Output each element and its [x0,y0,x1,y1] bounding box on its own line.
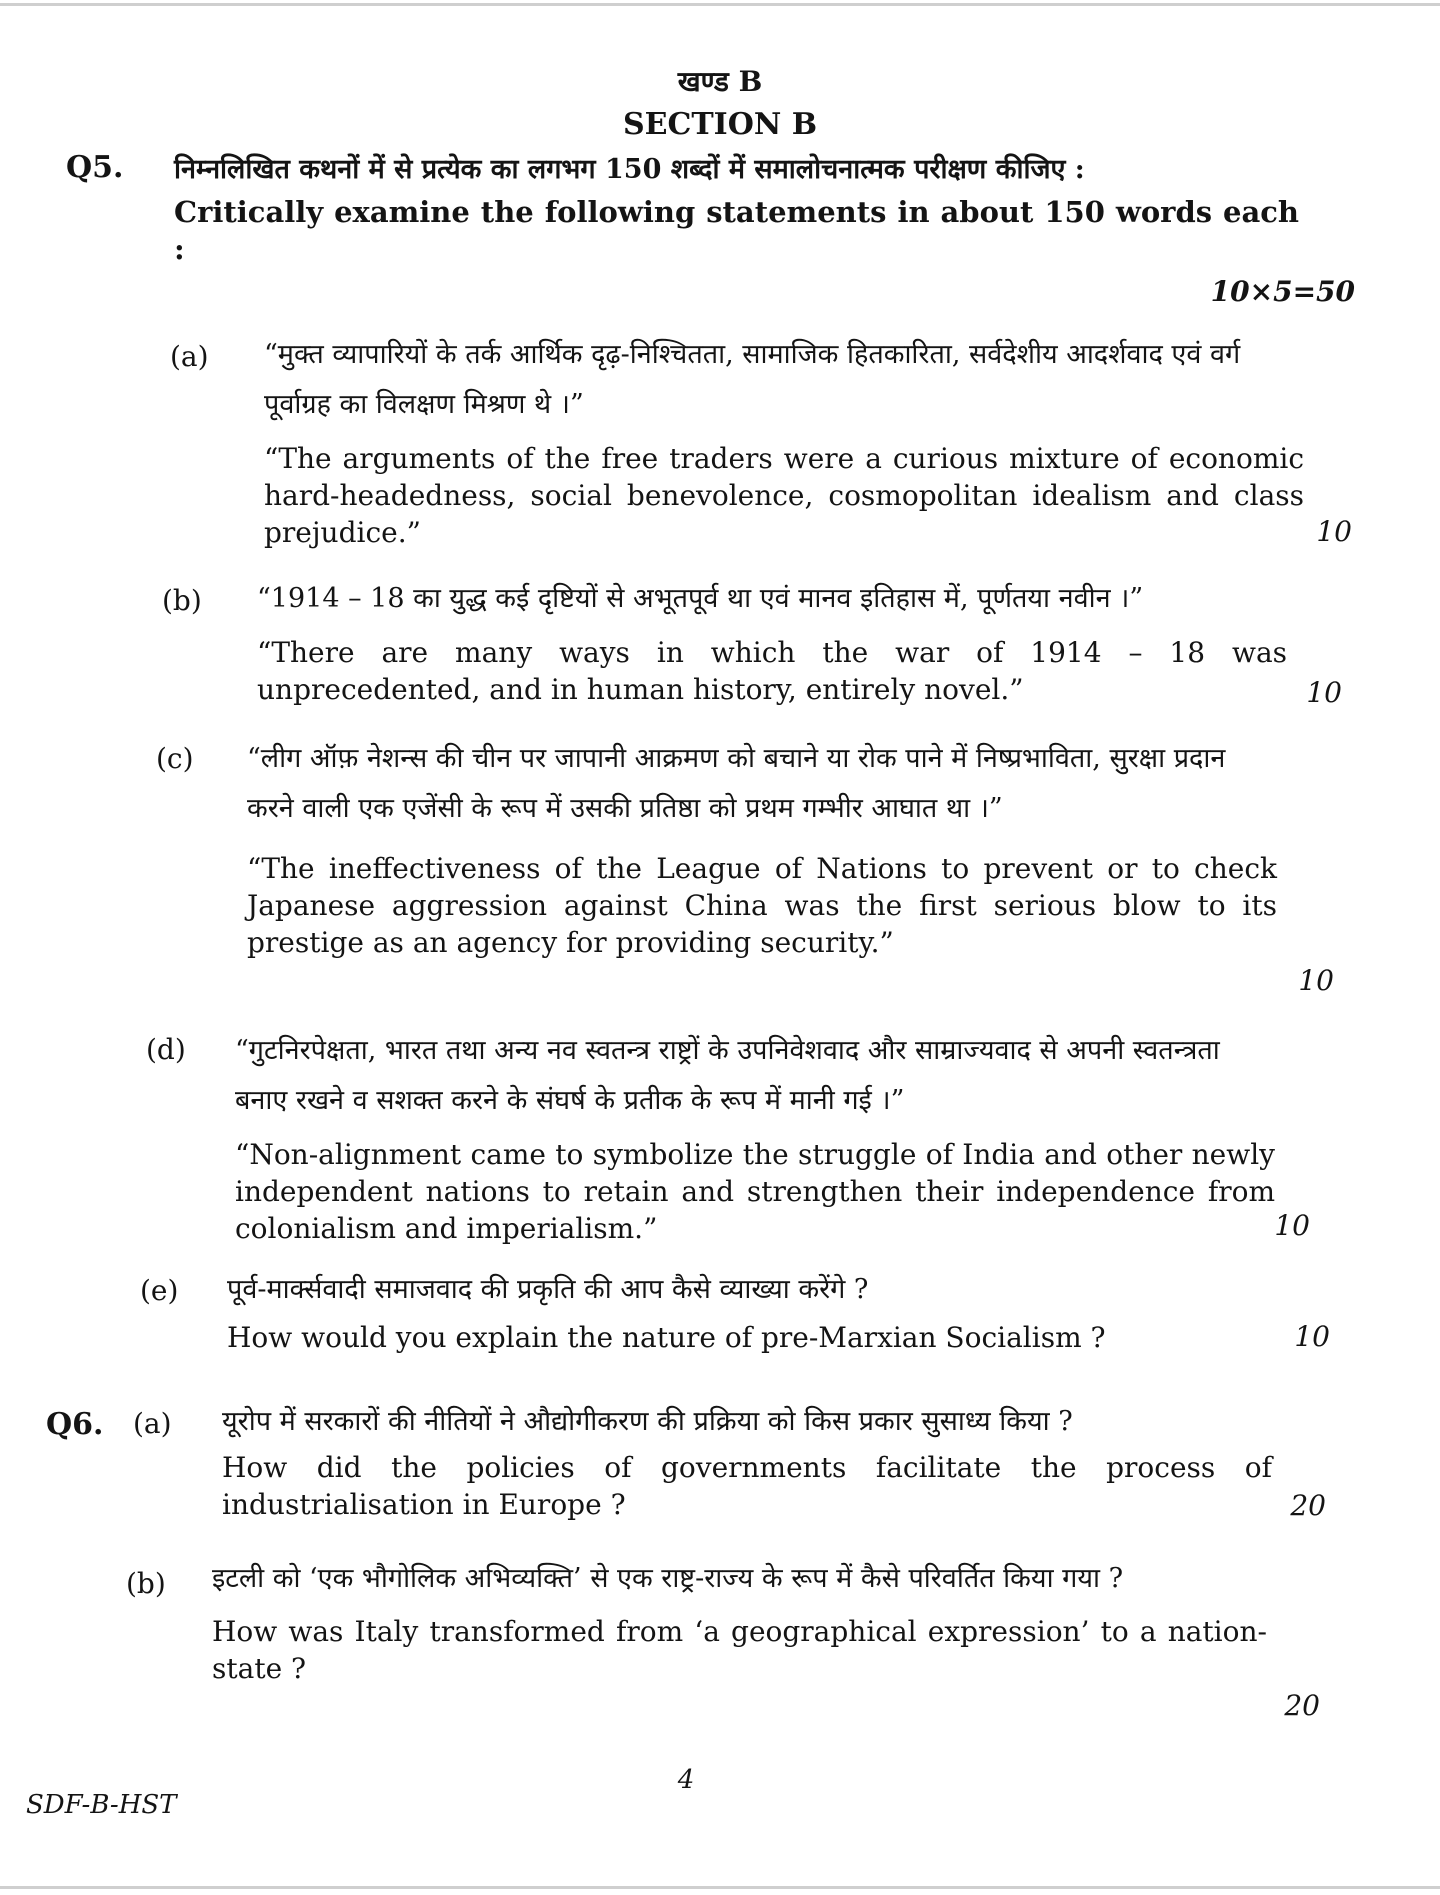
q6b-block [212,1551,1267,1687]
q6a-block [222,1397,1272,1523]
q5d-label: (d) [146,1033,186,1066]
top-border-line [0,3,1440,6]
page-number: 4 [677,1765,695,1795]
q5c-marks: 10 [1298,964,1334,997]
q5b-marks: 10 [1306,676,1342,709]
q5a-hindi: “मुक्त व्यापारियों के तर्क आर्थिक दृढ़-निश्चितता, सामाजिक हितकारिता, सर्वदेशीय आदर्शवाद एवं वर्ग पूर्वाग्रह का विलक्षण मिश्रण थे ।” [264,339,1241,420]
q5-instruction-hindi: निम्नलिखित कथनों में से प्रत्येक का लगभग 150 शब्दों में समालोचनात्मक परीक्षण कीजिए : [174,154,1085,185]
q5c-label: (c) [156,742,194,775]
q6b-hindi: इटली को ‘एक भौगोलिक अभिव्यक्ति’ से एक राष्ट्र-राज्य के रूप में कैसे परिवर्तित किया गया ? [212,1563,1124,1594]
q5-total-marks: 10×5=50 [1210,275,1355,308]
q6b-marks: 20 [1284,1689,1320,1722]
paper-code: SDF-B-HST [26,1790,177,1820]
q5c-english: “The ineffectiveness of the League of Nations to prevent or to check Japanese aggression against China was the first serious blow to its prestige as an agency for providing security.” [247,852,1277,959]
q5e-marks: 10 [1294,1320,1330,1353]
q6a-marks: 20 [1290,1489,1326,1522]
q5b-hindi: “1914 – 18 का युद्ध कई दृष्टियों से अभूतपूर्व था एवं मानव इतिहास में, पूर्णतया नवीन ।” [257,583,1144,614]
bottom-border-line [0,1886,1440,1889]
q5c-block [247,734,1277,961]
q5d-marks: 10 [1274,1209,1310,1242]
section-title-english: SECTION B [622,107,818,142]
q5b-label: (b) [162,584,202,617]
q5d-hindi: “गुटनिरपेक्षता, भारत तथा अन्य नव स्वतन्त्र राष्ट्रों के उपनिवेशवाद और साम्राज्यवाद से अपनी स्वतन्त्रता बनाए रखने व सशक्त करने के संघर्ष के प्रतीक के रूप में मानी गई ।” [235,1035,1220,1116]
q5a-marks: 10 [1316,515,1352,548]
section-title-hindi: खण्ड B [677,65,763,98]
q5b-block [257,574,1287,708]
q5c-hindi: “लीग ऑफ़ नेशन्स की चीन पर जापानी आक्रमण को बचाने या रोक पाने में निष्प्रभाविता, सुरक्षा प्रदान करने वाली एक एजेंसी के रूप में उसकी प्रतिष्ठा को प्रथम गम्भीर आघात था ।” [247,743,1226,824]
q5d-english: “Non-alignment came to symbolize the struggle of India and other newly independent nations to retain and strengthen their independence from colonialism and imperialism.” [235,1138,1275,1245]
q5b-english: “There are many ways in which the war of 1914 – 18 was unprecedented, and in human history, entirely novel.” [257,636,1287,706]
q6a-english: How did the policies of governments facilitate the process of industrialisation in Europe ? [222,1451,1272,1521]
q5e-english: How would you explain the nature of pre-Marxian Socialism ? [227,1321,1106,1354]
q5e-hindi: पूर्व-मार्क्सवादी समाजवाद की प्रकृति की आप कैसे व्याख्या करेंगे ? [227,1274,869,1305]
q5a-label: (a) [170,340,209,373]
q5d-block [235,1026,1275,1247]
q6a-hindi: यूरोप में सरकारों की नीतियों ने औद्योगीकरण की प्रक्रिया को किस प्रकार सुसाध्य किया ? [222,1406,1073,1437]
q6b-label: (b) [126,1567,166,1600]
q5-number: Q5. [66,150,124,185]
q5e-block [227,1265,1257,1356]
q5e-label: (e) [140,1274,179,1307]
q5-instruction-english-block [174,194,1299,268]
q6b-english: How was Italy transformed from ‘a geographical expression’ to a nation-state ? [212,1615,1267,1685]
q5-instruction-english: Critically examine the following statements in about 150 words each : [174,195,1299,266]
q6-number: Q6. [46,1407,104,1442]
q5a-block [264,330,1304,551]
q5a-english: “The arguments of the free traders were a curious mixture of economic hard-headedness, social benevolence, cosmopolitan idealism and class prejudice.” [264,442,1304,549]
q6a-label: (a) [133,1407,172,1440]
